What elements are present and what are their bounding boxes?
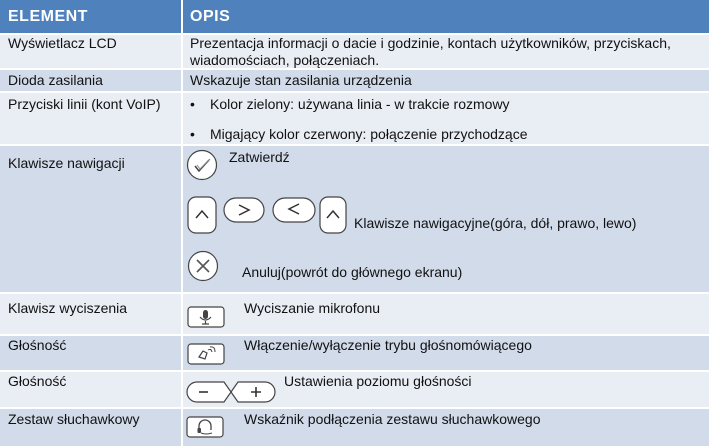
table-row xyxy=(0,293,709,335)
row-divider xyxy=(0,144,709,146)
row-description: Wskaźnik podłączenia zestawu słuchawkowego xyxy=(244,411,541,427)
row-bullet-item: Kolor zielony: używana linia - w trakcie rozmowy xyxy=(210,96,510,112)
table-row xyxy=(0,69,709,92)
up-arrow-icon xyxy=(187,196,217,234)
header-element: ELEMENT xyxy=(8,8,88,25)
table-row xyxy=(0,408,709,446)
headset-icon xyxy=(186,416,224,438)
row-element-label: Głośność xyxy=(8,337,67,353)
table-row xyxy=(0,92,709,145)
row-description: Wskazuje stan zasilania urządzenia xyxy=(190,72,412,88)
row-divider xyxy=(0,91,709,93)
column-divider xyxy=(181,0,183,446)
row-description: Ustawienia poziomu głośności xyxy=(284,373,472,389)
row-divider xyxy=(0,407,709,409)
row-element-label: Zestaw słuchawkowy xyxy=(8,411,140,427)
bullet: • xyxy=(190,126,195,142)
row-element-label: Przyciski linii (kont VoIP) xyxy=(8,96,161,112)
left-arrow-icon xyxy=(272,197,316,223)
up-arrow-icon xyxy=(319,196,347,234)
speaker-icon xyxy=(187,343,225,365)
row-element-label: Klawisze nawigacji xyxy=(8,155,125,171)
confirm-label: Zatwierdź xyxy=(229,149,290,165)
row-bullet-item: Migający kolor czerwony: połączenie przychodzące xyxy=(210,126,528,142)
check-icon xyxy=(186,149,218,181)
row-element-label: Wyświetlacz LCD xyxy=(8,35,117,51)
row-divider xyxy=(0,334,709,336)
bullet: • xyxy=(190,96,195,112)
row-element-label: Głośność xyxy=(8,373,67,389)
table-row xyxy=(0,371,709,408)
row-element-label: Dioda zasilania xyxy=(8,72,103,88)
row-description-line: wiadomościach, połączeniach. xyxy=(190,52,380,68)
cancel-icon xyxy=(187,250,219,282)
cancel-label: Anuluj(powrót do głównego ekranu) xyxy=(242,264,463,280)
row-element-label: Klawisz wyciszenia xyxy=(8,300,128,316)
row-divider xyxy=(0,33,709,35)
volume-down-icon xyxy=(186,381,232,403)
mute-icon xyxy=(187,306,225,328)
volume-up-icon xyxy=(230,381,276,403)
row-description: Wyciszanie mikrofonu xyxy=(244,300,381,316)
table-row xyxy=(0,33,709,69)
right-arrow-icon xyxy=(223,197,265,223)
table-row xyxy=(0,145,709,293)
row-divider xyxy=(0,292,709,294)
header-opis: OPIS xyxy=(190,8,231,25)
arrows-label: Klawisze nawigacyjne(góra, dół, prawo, lewo) xyxy=(354,215,637,231)
row-description: Włączenie/wyłączenie trybu głośnomówiącego xyxy=(244,337,532,353)
row-divider xyxy=(0,370,709,372)
row-divider xyxy=(0,68,709,70)
table-header xyxy=(0,0,709,33)
row-description-line: Prezentacja informacji o dacie i godzinie, kontach użytkowników, przyciskach, xyxy=(190,35,671,51)
table-row xyxy=(0,335,709,371)
